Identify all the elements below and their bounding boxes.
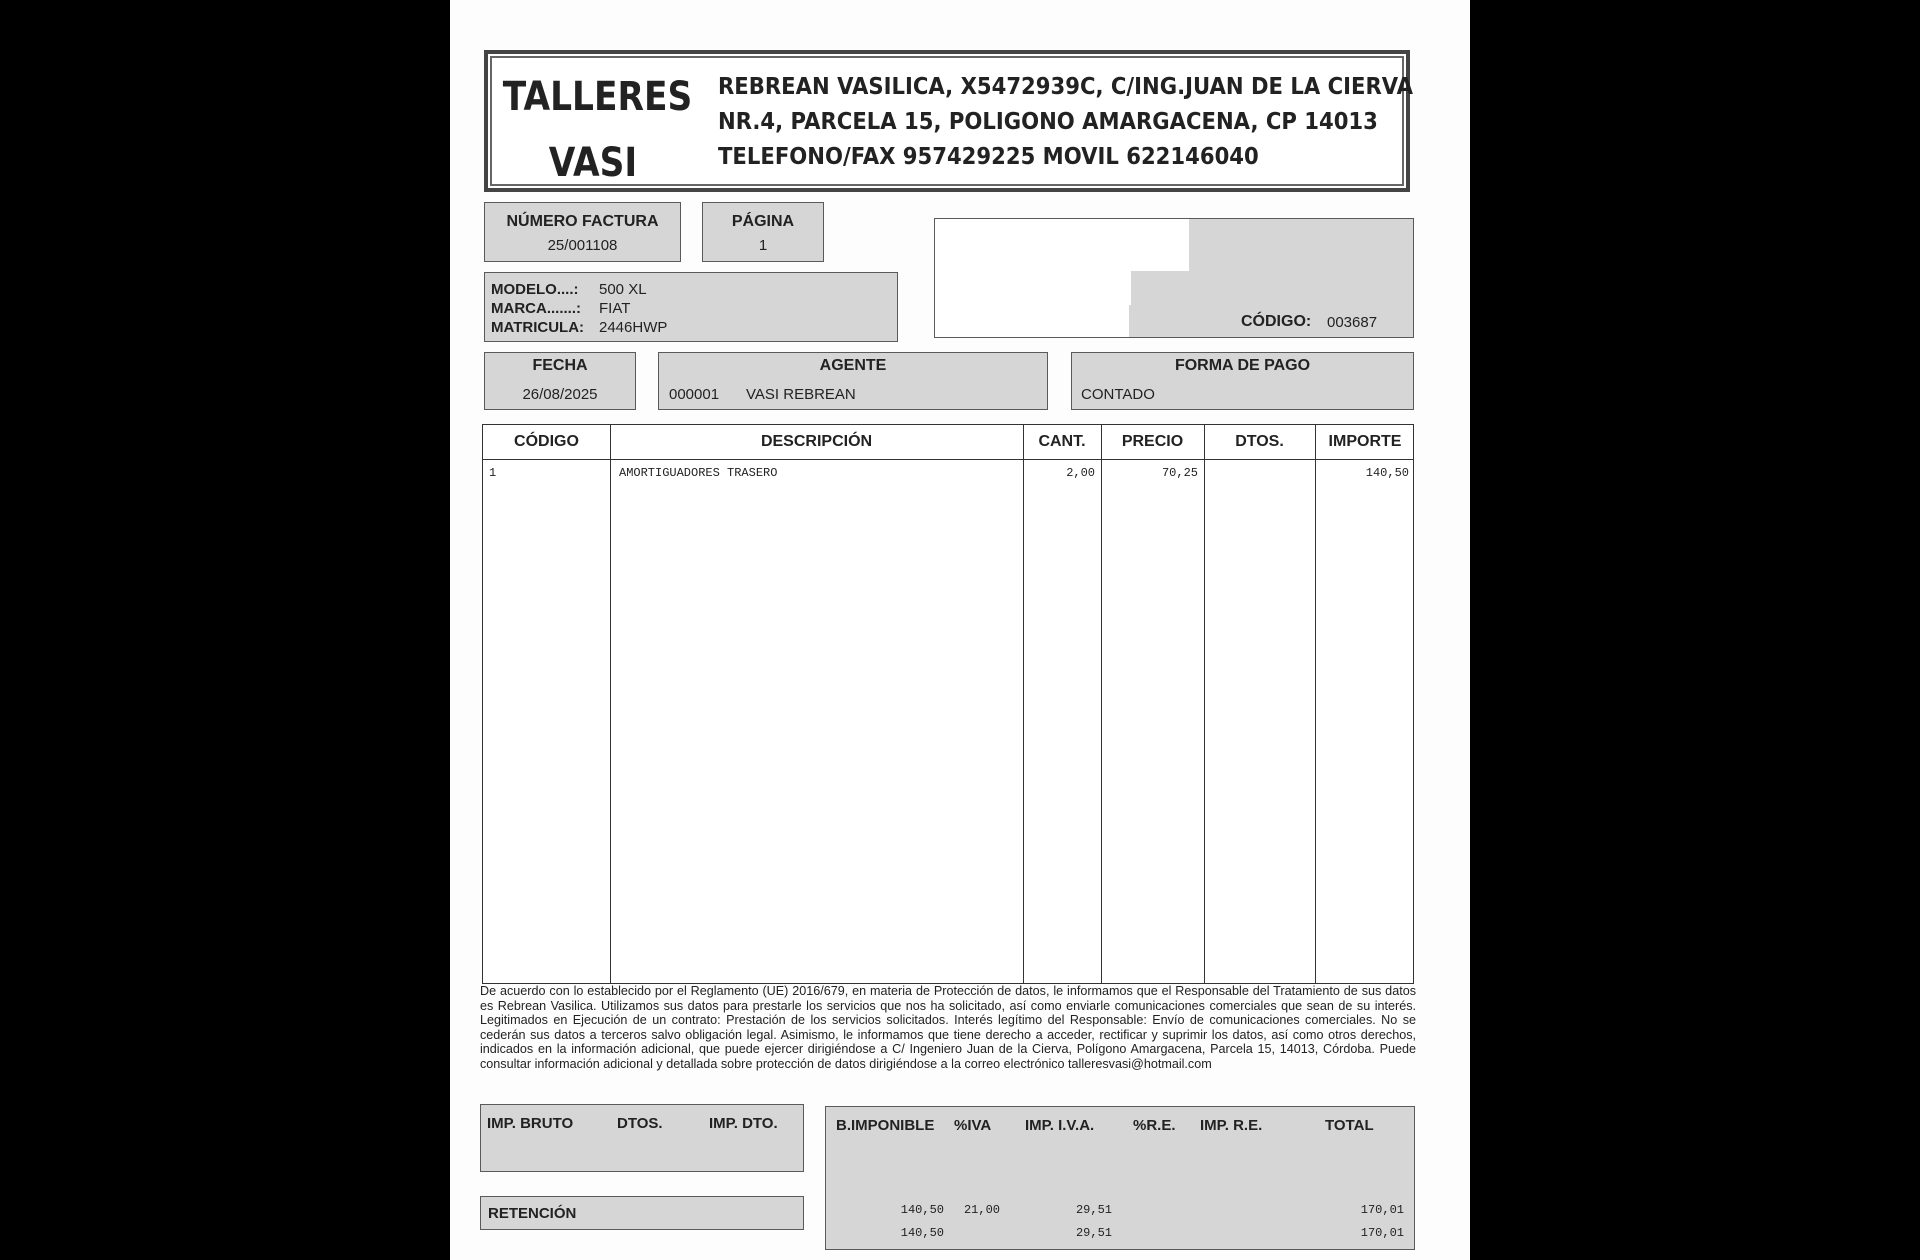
vehicle-box <box>484 272 898 342</box>
b-imponible-label: B.IMPONIBLE <box>836 1117 935 1134</box>
column-divider <box>1315 425 1316 983</box>
imp-bruto-label: IMP. BRUTO <box>487 1115 574 1132</box>
client-code-label: CÓDIGO: <box>1241 313 1312 330</box>
gross-amount-box <box>480 1104 804 1172</box>
page-number-value: 1 <box>758 237 768 254</box>
header-codigo: CÓDIGO <box>514 433 579 450</box>
b-imponible-sum: 140,50 <box>900 1226 944 1240</box>
column-divider <box>1101 425 1102 983</box>
company-brand <box>502 64 693 196</box>
column-divider <box>1204 425 1205 983</box>
redacted-client-name <box>935 219 1189 271</box>
invoice-number-box <box>484 202 681 262</box>
page-number-label: PÁGINA <box>731 213 795 230</box>
row-descripcion: AMORTIGUADORES TRASERO <box>619 466 778 480</box>
dtos-label: DTOS. <box>617 1115 663 1132</box>
brand-line-1: TALLERES <box>502 74 693 120</box>
address-line-2: NR.4, PARCELA 15, POLIGONO AMARGACENA, CP 14013 <box>718 109 1378 135</box>
tax-summary-box <box>825 1106 1415 1250</box>
invoice-page <box>450 0 1470 1260</box>
imp-iva-value: 29,51 <box>1075 1203 1112 1217</box>
total-label: TOTAL <box>1325 1117 1374 1134</box>
column-divider <box>610 425 611 983</box>
header-dtos: DTOS. <box>1235 433 1284 450</box>
header-precio: PRECIO <box>1121 433 1184 450</box>
marca-label: MARCA.......: <box>491 300 581 317</box>
redacted-client-address <box>935 271 1131 305</box>
total-value: 170,01 <box>1360 1203 1404 1217</box>
agent-code: 000001 <box>669 386 720 403</box>
redacted-client-city <box>935 305 1129 337</box>
date-box <box>484 352 636 410</box>
header-cant: CANT. <box>1038 433 1086 450</box>
matricula-label: MATRICULA: <box>491 319 585 336</box>
row-cant: 2,00 <box>1066 466 1095 480</box>
address-line-3: TELEFONO/FAX 957429225 MOVIL 622146040 <box>718 144 1259 170</box>
invoice-number-label: NÚMERO FACTURA <box>506 213 659 230</box>
row-codigo: 1 <box>489 466 497 480</box>
page-number-box <box>702 202 824 262</box>
imp-re-label: IMP. R.E. <box>1200 1117 1263 1134</box>
header-descripcion: DESCRIPCIÓN <box>760 433 873 450</box>
iva-pct-value: 21,00 <box>963 1203 1000 1217</box>
re-pct-label: %R.E. <box>1133 1117 1176 1134</box>
agent-label: AGENTE <box>819 357 887 374</box>
retencion-label: RETENCIÓN <box>488 1205 577 1222</box>
payment-label: FORMA DE PAGO <box>1174 357 1311 374</box>
withholding-box <box>480 1196 804 1230</box>
total-sum: 170,01 <box>1360 1226 1404 1240</box>
imp-dto-label: IMP. DTO. <box>709 1115 778 1132</box>
row-importe: 140,50 <box>1365 466 1409 480</box>
brand-line-2: VASI <box>548 140 638 186</box>
agent-name: VASI REBREAN <box>746 386 856 403</box>
b-imponible-value: 140,50 <box>900 1203 944 1217</box>
agent-box <box>658 352 1048 410</box>
data-protection-notice: De acuerdo con lo establecido por el Reglamento (UE) 2016/679, en materia de Protección de datos, le informamos que el Responsable del Tratamiento de sus datos es Rebrean Vasilica. Utilizamos sus datos para prestarle los servicios que nos ha solicitado, así como enviarle comunicaciones comerciales que sean de su interés. Legitimados en Ejecución de un contrato: Prestación de los servicios solicitados. Interés legítimo del Responsable: Envío de comunicaciones comerciales. No se cederán sus datos a terceros salvo obligación legal. Asimismo, le informamos que tiene derecho a acceder, rectificar y suprimir los datos, así como otros derechos, indicados en la información adicional, que puede ejercer dirigiéndose a C/ Ingeniero Juan de la Cierva, Polígono Amargacena, Parcela 15, 14013, Córdoba. Puede consultar información adicional y detallada sobre protección de datos dirigiéndose a la correo electrónico talleresvasi@hotmail.com <box>480 984 1416 1071</box>
imp-iva-sum: 29,51 <box>1075 1226 1112 1240</box>
address-line-1: REBREAN VASILICA, X5472939C, C/ING.JUAN DE LA CIERVA <box>718 74 1414 100</box>
client-code-value: 003687 <box>1327 314 1378 331</box>
matricula-value: 2446HWP <box>599 319 668 336</box>
marca-value: FIAT <box>599 300 631 317</box>
invoice-number-value: 25/001108 <box>547 237 618 254</box>
modelo-label: MODELO....: <box>491 281 579 298</box>
header-importe: IMPORTE <box>1328 433 1402 450</box>
line-items-table <box>482 424 1414 984</box>
column-divider <box>1023 425 1024 983</box>
date-value: 26/08/2025 <box>522 386 598 403</box>
company-address <box>718 70 1413 175</box>
payment-box <box>1071 352 1414 410</box>
modelo-value: 500 XL <box>599 281 647 298</box>
date-label: FECHA <box>532 357 588 374</box>
iva-pct-label: %IVA <box>954 1117 992 1134</box>
company-header <box>484 50 1414 192</box>
payment-value: CONTADO <box>1081 386 1155 403</box>
imp-iva-label: IMP. I.V.A. <box>1025 1117 1095 1134</box>
client-box <box>934 218 1414 338</box>
row-precio: 70,25 <box>1161 466 1198 480</box>
